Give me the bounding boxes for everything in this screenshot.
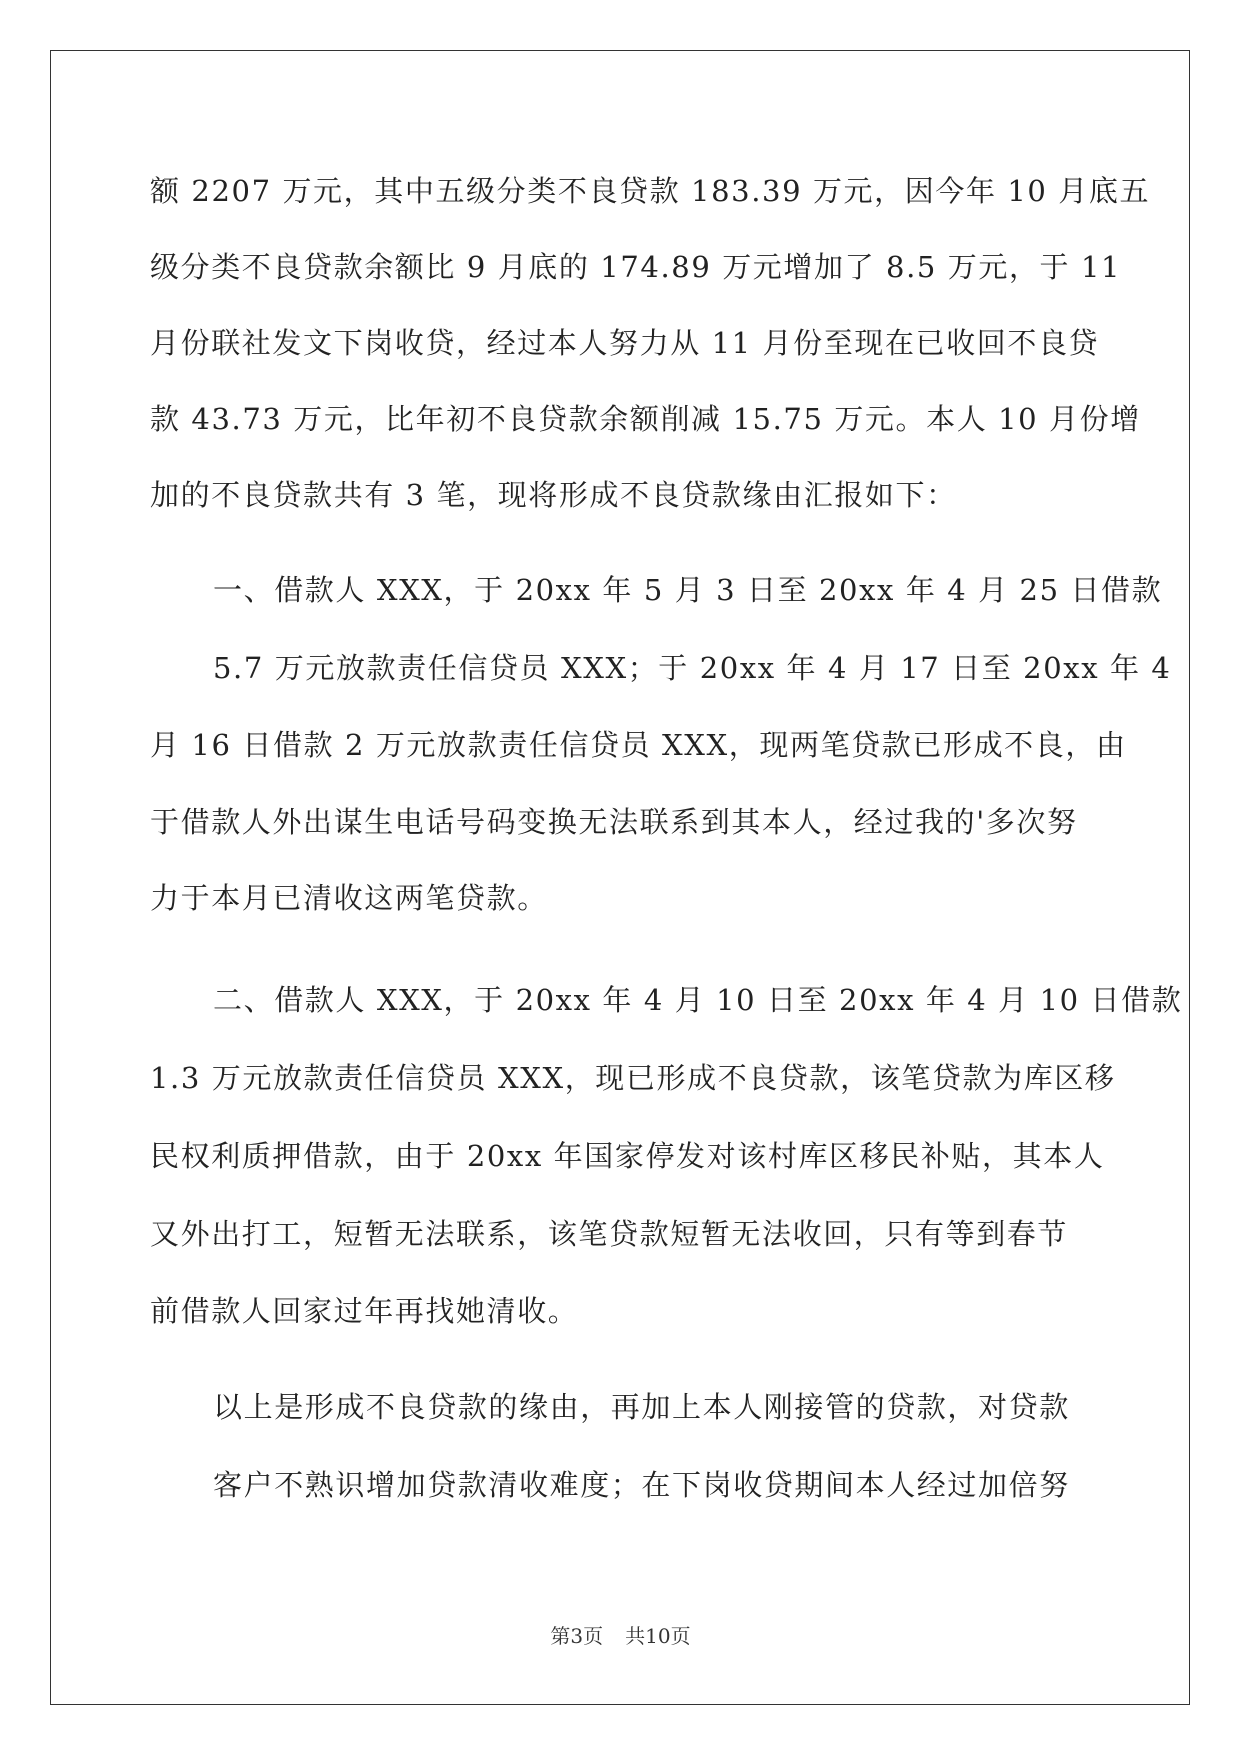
text-line: 一、借款人 XXX，于 20xx 年 5 月 3 日至 20xx 年 4 月 25 日借款 — [213, 573, 1163, 607]
page-total: 共10页 — [625, 1624, 691, 1648]
text-line: 额 2207 万元，其中五级分类不良贷款 183.39 万元，因今年 10 月底五 — [150, 174, 1151, 208]
text-line: 5.7 万元放款责任信贷员 XXX；于 20xx 年 4 月 17 日至 20xx 年 4 — [213, 651, 1172, 685]
text-line: 1.3 万元放款责任信贷员 XXX，现已形成不良贷款，该笔贷款为库区移 — [150, 1061, 1116, 1095]
page-number: 第3页 — [550, 1624, 604, 1648]
text-line: 二、借款人 XXX，于 20xx 年 4 月 10 日至 20xx 年 4 月 10 日借款 — [213, 983, 1183, 1017]
text-line: 款 43.73 万元，比年初不良贷款余额削减 15.75 万元。本人 10 月份增 — [150, 402, 1141, 436]
text-line: 以上是形成不良贷款的缘由，再加上本人刚接管的贷款，对贷款 — [213, 1390, 1070, 1424]
text-line: 客户不熟识增加贷款清收难度；在下岗收贷期间本人经过加倍努 — [213, 1468, 1070, 1502]
text-line: 月份联社发文下岗收贷，经过本人努力从 11 月份至现在已收回不良贷 — [150, 326, 1100, 360]
text-line: 力于本月已清收这两笔贷款。 — [150, 881, 548, 915]
text-line: 又外出打工，短暂无法联系，该笔贷款短暂无法收回，只有等到春节 — [150, 1217, 1069, 1251]
text-line: 月 16 日借款 2 万元放款责任信贷员 XXX，现两笔贷款已形成不良，由 — [150, 728, 1127, 762]
text-line: 于借款人外出谋生电话号码变换无法联系到其本人，经过我的'多次努 — [150, 805, 1078, 839]
page-footer — [0, 1624, 1241, 1648]
text-line: 前借款人回家过年再找她清收。 — [150, 1294, 579, 1328]
text-line: 级分类不良贷款余额比 9 月底的 174.89 万元增加了 8.5 万元，于 11 — [150, 250, 1122, 284]
text-line: 加的不良贷款共有 3 笔，现将形成不良贷款缘由汇报如下： — [150, 478, 957, 512]
text-line: 民权利质押借款，由于 20xx 年国家停发对该村库区移民补贴，其本人 — [150, 1139, 1105, 1173]
